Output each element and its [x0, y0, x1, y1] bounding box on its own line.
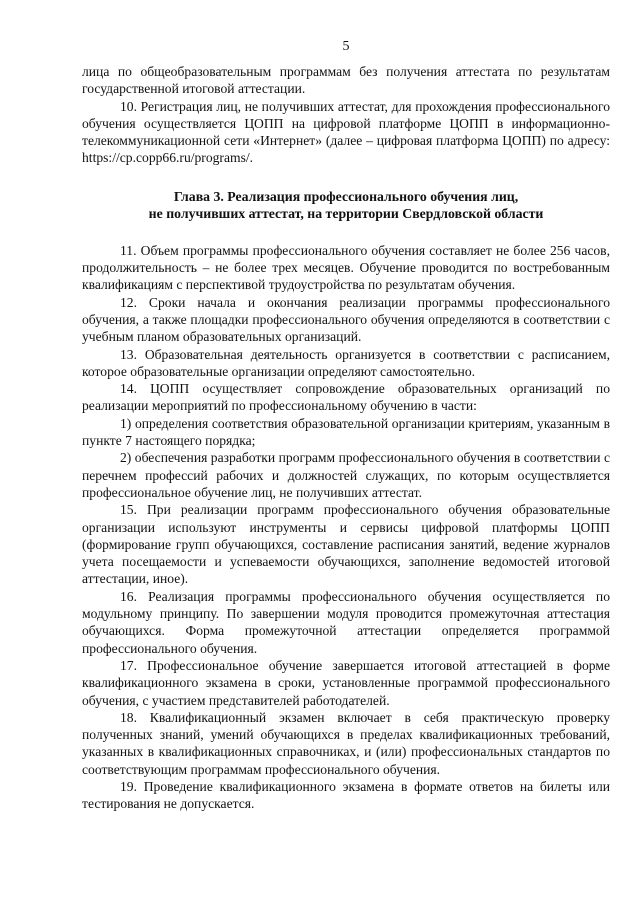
- paragraph-item-12: 12. Сроки начала и окончания реализации программы профессионального обучения, а также площадки профессионального обучения определяются в соответствии с учебным планом образовательных организаций.: [82, 294, 610, 345]
- paragraph-item-14: 14. ЦОПП осуществляет сопровождение образовательных организаций по реализации мероприятий по профессиональному обучению в части:: [82, 381, 610, 414]
- paragraph-intro: лица по общеобразовательным программам без получения аттестата по результатам государственной итоговой аттестации.: [82, 64, 610, 97]
- paragraph-subitem-2: 2) обеспечения разработки программ профессионального обучения в соответствии с перечнем профессий рабочих и должностей служащих, по которым осуществляется профессиональное обучение лиц, не получивших аттестат.: [82, 450, 610, 500]
- page-number: 5: [342, 39, 350, 54]
- paragraph-item-16: 16. Реализация программы профессионального обучения осуществляется по модульному принципу. По завершении модуля проводится промежуточная аттестация обучающихся. Форма промежуточной аттестации определяется программой профессионального обучения.: [82, 588, 610, 656]
- paragraph-item-17: 17. Профессиональное обучение завершается итоговой аттестацией в форме квалификационного экзамена в сроки, установленные программой профессионального обучения, с участием представителей работодателей.: [82, 657, 610, 708]
- chapter-heading-line-2: не получивших аттестат, на территории Свердловской области: [148, 205, 544, 221]
- paragraph-item-11: 11. Объем программы профессионального обучения составляет не более 256 часов, продолжительность – не более трех месяцев. Обучение проводится по востребованным квалификациям с перспективой трудоустройства по результатам обучения.: [82, 242, 610, 293]
- chapter-heading-line-1: Глава 3. Реализация профессионального обучения лиц,: [173, 188, 519, 204]
- paragraph-subitem-1: 1) определения соответствия образовательной организации критериям, указанным в пункте 7 настоящего порядка;: [82, 415, 610, 449]
- chapter-heading: [82, 188, 610, 222]
- paragraph-item-13: 13. Образовательная деятельность организуется в соответствии с расписанием, которое образовательные организации определяют самостоятельно.: [82, 346, 610, 379]
- paragraph-item-18: 18. Квалификационный экзамен включает в себя практическую проверку полученных знаний, умений обучающихся в пределах квалификационных требований, указанных в квалификационных справочниках, и (или) профессиональных стандартов по соответствующим программам профессионального обучения.: [82, 709, 610, 777]
- paragraph-item-15: 15. При реализации программ профессионального обучения образовательные организации используют инструменты и сервисы цифровой платформы ЦОПП (формирование групп обучающихся, составление расписания занятий, ведение журналов учета посещаемости и успеваемости обучающихся, заполнение ведомостей итоговой аттестации, иное).: [82, 502, 610, 587]
- paragraph-item-19: 19. Проведение квалификационного экзамена в формате ответов на билеты или тестирования не допускается.: [82, 778, 610, 812]
- paragraph-item-10: 10. Регистрация лиц, не получивших аттестат, для прохождения профессионального обучения осуществляется ЦОПП на цифровой платформе ЦОПП в информационно-телекоммуникационной сети «Интернет» (далее – цифровая платформа ЦОПП) по адресу: https://cp.copp66.ru/programs/.: [82, 98, 610, 166]
